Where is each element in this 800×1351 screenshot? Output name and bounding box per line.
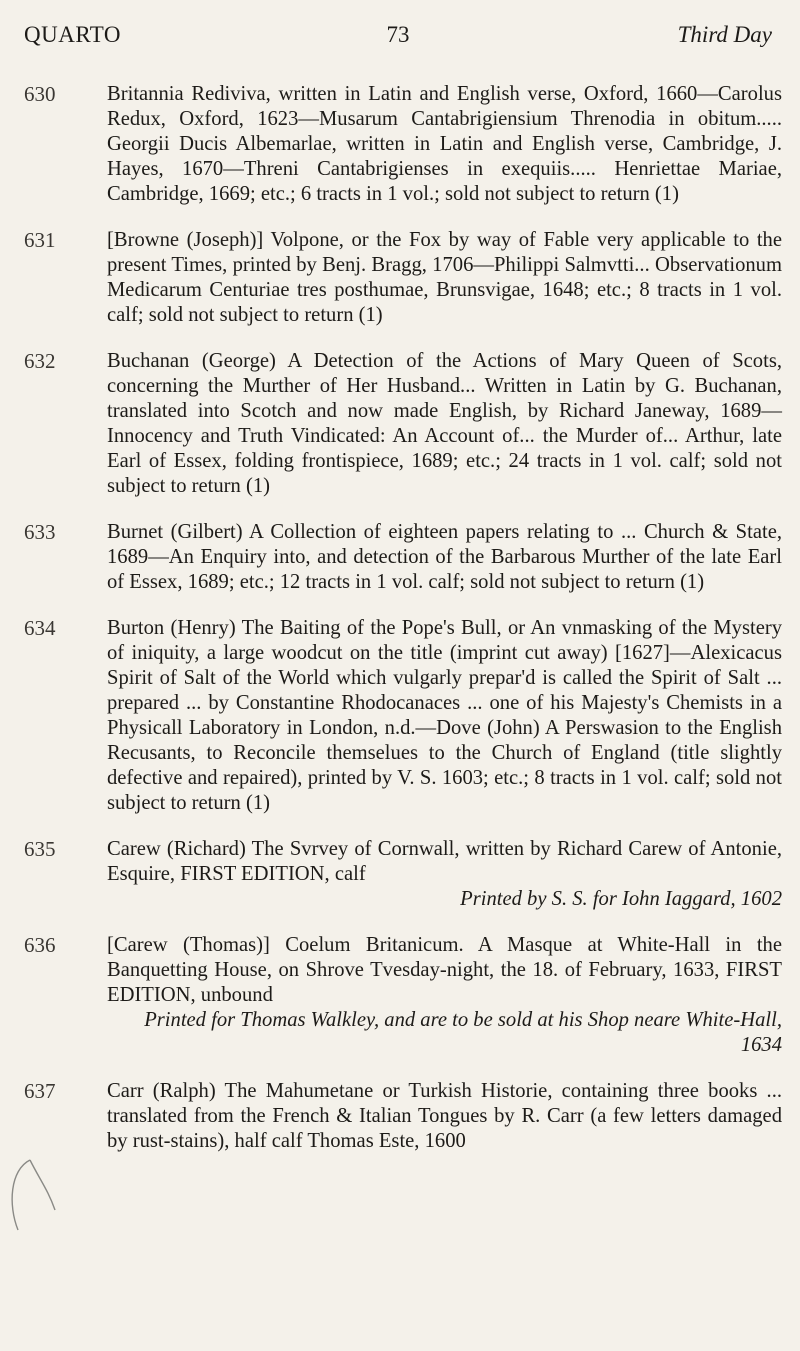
lot-entry <box>0 520 800 595</box>
pencil-annotation-icon <box>0 1150 60 1240</box>
lot-number: 631 <box>24 228 56 252</box>
lot-description-text: Carew (Richard) The Svrvey of Cornwall, written by Richard Carew of Antonie, Esquire, FIRST EDITION, calf <box>107 838 782 885</box>
lot-number: 630 <box>24 82 56 106</box>
lot-number: 632 <box>24 349 56 373</box>
lot-imprint: Printed for Thomas Walkley, and are to be sold at his Shop neare White-Hall, 1634 <box>144 1009 782 1056</box>
format-heading: QUARTO <box>24 22 122 47</box>
lot-entry <box>0 228 800 328</box>
lot-description: Carr (Ralph) The Mahumetane or Turkish Historie, containing three books ... translated from the French & Italian Tongues by R. Carr (a few letters damaged by rust-stains), half calf Thomas Este, 1600 <box>107 1080 782 1152</box>
lot-entry <box>0 616 800 816</box>
lot-description <box>107 933 782 1058</box>
lot-entry <box>0 1079 800 1154</box>
lot-imprint: Printed by S. S. for Iohn Iaggard, 1602 <box>460 888 782 910</box>
lot-entry <box>0 837 800 912</box>
lot-number: 637 <box>24 1079 56 1103</box>
lot-number: 633 <box>24 520 56 544</box>
lot-description: Burton (Henry) The Baiting of the Pope's Bull, or An vnmasking of the Mystery of iniquity, a large woodcut on the title (imprint cut away) [1627]—Alexicacus Spirit of Salt of the World which vulgarly prepar'd is called the Spirit of Salt ... prepared ... by Constantine Rhodocanaces ... one of his Majesty's Chemists in a Physicall Laboratory in London, n.d.—Dove (John) A Perswasion to the English Recusants, to Reconcile themselues to the Church of England (title slightly defective and repaired), printed by V. S. 1603; etc.; 8 tracts in 1 vol. calf; sold not subject to return (1) <box>107 617 782 814</box>
lot-description: [Browne (Joseph)] Volpone, or the Fox by way of Fable very applicable to the present Times, printed by Benj. Bragg, 1706—Philippi Salmvtti... Observationum Medicarum Centuriae tres posthumae, Brunsvigae, 1648; etc.; 8 tracts in 1 vol. calf; sold not subject to return (1) <box>107 229 782 326</box>
lot-entry <box>0 349 800 499</box>
lot-list <box>0 82 800 1175</box>
page-number: 73 <box>386 22 410 47</box>
lot-number: 636 <box>24 933 56 957</box>
page-header <box>24 22 772 52</box>
lot-description-text: [Carew (Thomas)] Coelum Britanicum. A Masque at White-Hall in the Banquetting House, on Shrove Tvesday-night, the 18. of February, 1633, FIRST EDITION, unbound <box>107 934 782 1006</box>
lot-description <box>107 837 782 912</box>
sale-day-heading: Third Day <box>677 22 772 47</box>
lot-number: 635 <box>24 837 56 861</box>
lot-entry <box>0 82 800 207</box>
lot-description: Buchanan (George) A Detection of the Actions of Mary Queen of Scots, concerning the Murther of Her Husband... Written in Latin by G. Buchanan, translated into Scotch and now made English, by Richard Janeway, 1689—Innocency and Truth Vindicated: An Account of... the Murder of... Arthur, late Earl of Essex, folding frontispiece, 1689; etc.; 24 tracts in 1 vol. calf; sold not subject to return (1) <box>107 350 782 497</box>
lot-description: Britannia Rediviva, written in Latin and English verse, Oxford, 1660—Carolus Redux, Oxford, 1623—Musarum Cantabrigiensium Threnodia in obitum..... Georgii Ducis Albemarlae, written in Latin and English verse, Cambridge, J. Hayes, 1670—Threni Cantabrigienses in exequiis..... Henriettae Mariae, Cambridge, 1669; etc.; 6 tracts in 1 vol.; sold not subject to return (1) <box>107 83 782 205</box>
lot-number: 634 <box>24 616 56 640</box>
lot-entry <box>0 933 800 1058</box>
lot-description: Burnet (Gilbert) A Collection of eighteen papers relating to ... Church & State, 1689—An Enquiry into, and detection of the Barbarous Murther of the late Earl of Essex, 1689; etc.; 12 tracts in 1 vol. calf; sold not subject to return (1) <box>107 521 782 593</box>
